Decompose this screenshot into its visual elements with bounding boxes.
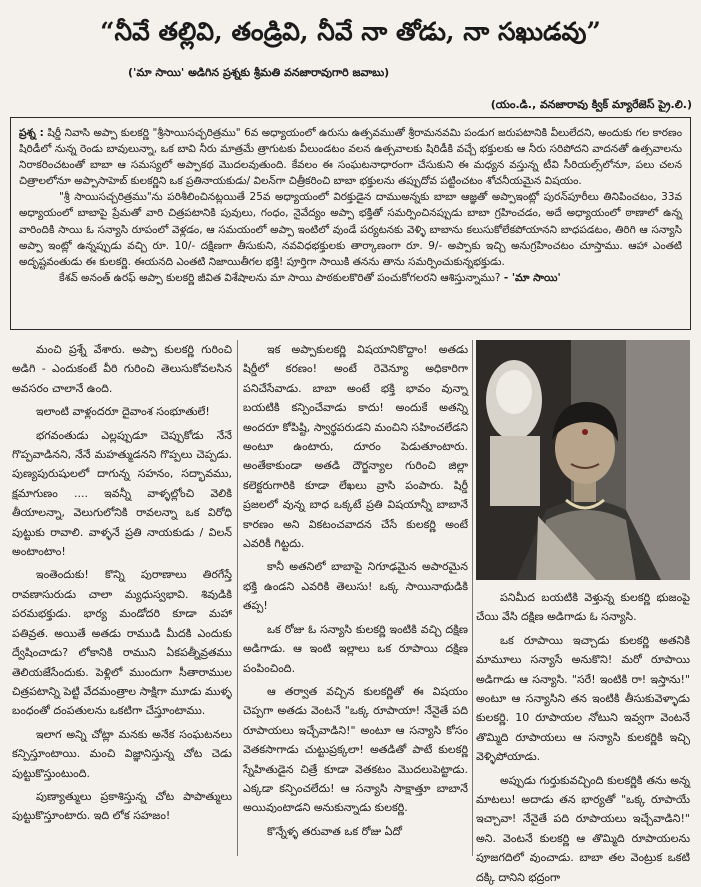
answer-paragraph: మంచి ప్రశ్నే వేశారు. అప్పా కులకర్ణి గురించి అడిగి - ఎందుకంటే వీరి గురించి తెలుసుకోవలసిన అవసరం చాలానే ఉంది. [12,343,232,395]
answer-column-2 [243,340,468,856]
answer-column-1 [12,340,232,856]
question-signature: - 'మా సాయి' [503,271,561,284]
column-divider [237,340,238,856]
answer-paragraph: పనిమీద బయటికి వెళ్తున్న కులకర్ణి భుజంపై చేయి వేసి దక్షిణ అడిగాడు ఓ సన్యాసి. [476,591,690,624]
answer-paragraph: అప్పుడు గుర్తుకువచ్చింది కులకర్ణికి తను అన్న మాటలు! అదాడు తన భార్యతో "ఒక్క రూపాయే ఇచ్చావా! నేనైతే పది రూపాయలు ఇచ్చేవాడిని!" అని. వెంటనే కులకర్ణి ఆ తొమ్మిది రూపాయలను పూజగదిలో వుంచాడు. బాబా తల వెంట్రుక ఒకటి దక్కి దానిని భద్రంగా [476,773,690,884]
column-divider [472,340,473,856]
article-subheading: ('మా సాయి' అడిగిన ప్రశ్నకు శ్రీమతి వనజారావుగారి జవాబు) [128,66,390,79]
answer-paragraph: ఒక రోజు ఓ సన్యాసి కులకర్ణి ఇంటికి వచ్చి దక్షిణ అడిగాడు. ఆ ఇంటి ఇల్లాలు ఒక రూపాయి దక్షిణ పంపించింది. [243,622,468,675]
answer-paragraph: పుణ్యాత్ములు ప్రకాశిస్తున్న చోట పాపాత్ములు పుట్టుకొస్తూంటారు. ఇది లోక సహజం! [12,789,232,823]
answer-paragraph: ఇక అప్పాకులకర్ణి విషయానికొద్దాం! అతడు షిర్డీలో కరణం! అంటే రెవెన్యూ అధికారిగా పనిచేసేవాడు. బాబా అంటే భక్తి భావం వున్నా బయటికి కన్పించేవాడు కాదు! అందుకే అతన్ని అందరూ కోపిష్టి, స్వార్థపరుడని మంచిని సహించలేడని అంటూ ఉంటారు, దూరం పెడుతూంటారు. అంతేకాకుండా అతడి దౌర్జన్యాల గురించి జిల్లా కలెక్టరుగారికి కూడా లేఖలు వ్రాసి పంపారు. షిర్డీ ప్రజలలో వున్న బాధ ఒక్కటే ప్రతి విషయాన్నీ బాబానే కారణం అని వికటంచవాదన చేసే కులకర్ణి అంటే ఎవరికీ గిట్టదు. [243,343,468,551]
question-paragraph-1 [19,125,682,189]
question-label: ప్రశ్న : [19,127,44,139]
answer-paragraph: ఆ తర్వాత వచ్చిన కులకర్ణితో ఈ విషయం చెప్పగా అతడు వెంటనే "ఒక్క రూపాయా! నేనైతే పది రూపాయలు ఇచ్చేవాడిని!" అంటూ ఆ సన్యాసి కోసం వెతకసాగాడు చుట్టుప్రక్కలా! అతడితో పాటే కులకర్ణి స్నేహితుడైన చిత్రే కూడా వెతకటం మొదలుపెట్టాడు. ఎక్కడా కన్పించలేదు! ఆ సన్యాసి సాక్షాత్తూ బాబానే అయివుంటాడని అనుకున్నాడు కులకర్ణి. [243,684,468,815]
author-photo [476,340,690,580]
question-paragraph-3 [19,270,682,286]
question-box [10,117,691,330]
answer-paragraph: కానీ అతనిలో బాబాపై నిగూఢమైన అపారమైన భక్తి ఉండని ఎవరికి తెలుసు! ఒక్క సాయినాథుడికి తప్ప! [243,560,468,613]
question-paragraph-2: "శ్రీ సాయిసచ్చరిత్రము"ను పరిశీలించినట్లయితే 25వ అధ్యాయంలో విరక్తుడైన దాముఅన్నకు బాబా ఆజ్ఞతో అప్పాఇంట్లో పురన్‌పూరీలు తినిపించటం, 33వ అధ్యాయంలో బాబాపై ప్రేమతో వారి చిత్రపటానికి పువులు, గంధం, నైవేద్యం అప్పా భక్తితో సమర్పించినప్పుడు బాబా గ్రహించడం, అదే అధ్యాయంలో ఠాణాలో ఉన్న వారిందికి సాయి ఓ సన్యాసి రూపంలో వెళ్లడం, ఆ సమయంలో అప్పా ఇంటిలో వుండే పర్యటనకు వెళ్ళి బాబాను కలుసుకోలేకపోయానని బాధపడటం, తిరిగి ఆ సన్యాసి అప్పా ఇంట్లో ఉన్నప్పుడు వచ్చి రూ. 10/- దక్షిణగా తీసుకుని, నవవిధభక్తులకు తార్కాణంగా రూ. 9/- అప్పాకు ఇచ్చి అనుగ్రహించటం చూస్తాము. ఆహా ఎంతటి అదృష్టవంతుడు ఈ కులకర్ణి. ఈయనది ఎంతటి నిజాయితీగల భక్తి! పూర్తిగా సాయికి తనను తాను సమర్పించుకున్నభక్తుడు. [19,191,682,268]
answer-column-3 [476,588,690,884]
answer-paragraph: ఒక రూపాయి ఇచ్చాడు కులకర్ణి అతనికి మామూలు సన్యాసే అనుకొని! మరో రూపాయి అడిగాడు ఆ సన్యాసి. "సరే! ఇంటికి రా! ఇస్తాను!" అంటూ ఆ సన్యాసిని తన ఇంటికి తీసుకువెళ్ళాడు కులకర్ణి. 10 రూపాయల నోటుని ఇవ్వగా వెంటనే తొమ్మిది రూపాయలు ఆ సన్యాసి కులకర్ణికి ఇచ్చి వెళ్ళిపోయాడు. [476,633,690,764]
answer-paragraph: కొన్నేళ్ళ తరువాత ఒక రోజు ఏదో [267,824,402,838]
question-text-1: షిర్డీ నివాసి అప్పా కులకర్ణి "శ్రీసాయిసచ్చరిత్రము" 6వ అధ్యాయంలో ఉరుసు ఉత్సవముతో శ్రీరామనవమి పండుగ జరుపటానికి వీలులేదని, అందుకు గల కారణం షిరిడీలో నున్న రెండు బావులున్నా, ఒక బావి నీరు మాత్రమే త్రాగుటకు వీలుండటం వలన ఉత్సవాలకు షిరిడీకి వచ్చే భక్తులకు ఆ నీరు సరిపోదని వాదనతో ఉత్సవాలను నిరాకరించటంతో బాబా ఆ సమస్యలో అప్పాకథ మొదలవుతుంది. కేవలం ఈ సంఘటనాధారంగా చేసుకుని ఈ మధ్యన వస్తున్న టీవి సీరియల్స్‌లోనూ, పలు చలన చిత్రాలలోనూ అప్పాసాహెబ్ కులకర్ణిని ఒక ప్రతినాయకుడు/ విలన్‌గా చిత్రీకరించి బాబా భక్తులను తప్పుదోవ పట్టించటం శోచనీయమైన విషయం. [19,127,683,188]
answer-paragraph: భగవంతుడు ఎల్లప్పుడూ చెప్పుకోడు నేనే గొప్పవాడినని, నేనే మహత్ముడనని గొప్పలు చెప్పడు. పుణ్యపురుషులలో దాగున్న సహనం, సద్భావము, క్షమాగుణం .... ఇవన్నీ వాళ్ళల్లోంచి వెలికి తీయాలన్నా, వెలుగులోనికి రావలన్నా ఒక విరోధి పుట్టుకు రావాలి. వాళ్ళనే ప్రతి నాయకుడు / విలన్ అంటాంటాం! [12,428,232,559]
question-text-3: కేశవ్ అనంత్ ఉరఫ్ అప్పా కులకర్ణి జీవిత విశేషాలను మా సాయి పాఠకులకొరితో పంచుకోగలరని ఆశిస్తున్నాము? [59,271,501,284]
article-headline: “నీవే తల్లివి, తండ్రివి, నీవే నా తోడు, నా సఖుడవు” [100,17,601,46]
answer-paragraph: ఇంతెందుకు! కొన్ని పురాణాలు తిరగేస్తే రావణాసురుడు చాలా మ్యధుస్వభావి. శివుడికి పరమభక్తుడు. భార్య మండోదరి కూడా మహా పతివ్రత. అయితే అతడు రాముడి మీదకి ఎందుకు ద్వేషించాడు? లోకానికి రాముని ఏకపత్నీవ్రతము తెలియజేసేందుకు. పెళ్లిలో ముందుగా సీతారాముల చిత్రపటాన్ని పెట్టి వేదమంత్రాల సాక్షిగా మూడు ముళ్ళ బంధంతో దంపతులను ఒకటిగా చేస్తూంటాము. [12,568,232,718]
answer-paragraph: ఇలాగ అన్ని చోట్లా మనకు అనేక సంఘటనలు కన్పిస్తూంటాయి. మంచి విజ్ఞానిస్తున్న చోట చెడు పుట్టుకొస్తుంటుంది. [12,727,232,780]
answer-paragraph: ఇలాంటి వాళ్లందరూ దైవాంశ సంభూతులే! [36,405,210,419]
author-company: (యం.డి., వనజారావు క్విక్ మ్యారేజెస్ ప్రై.లి.) [490,98,692,111]
portrait-image [476,340,690,580]
